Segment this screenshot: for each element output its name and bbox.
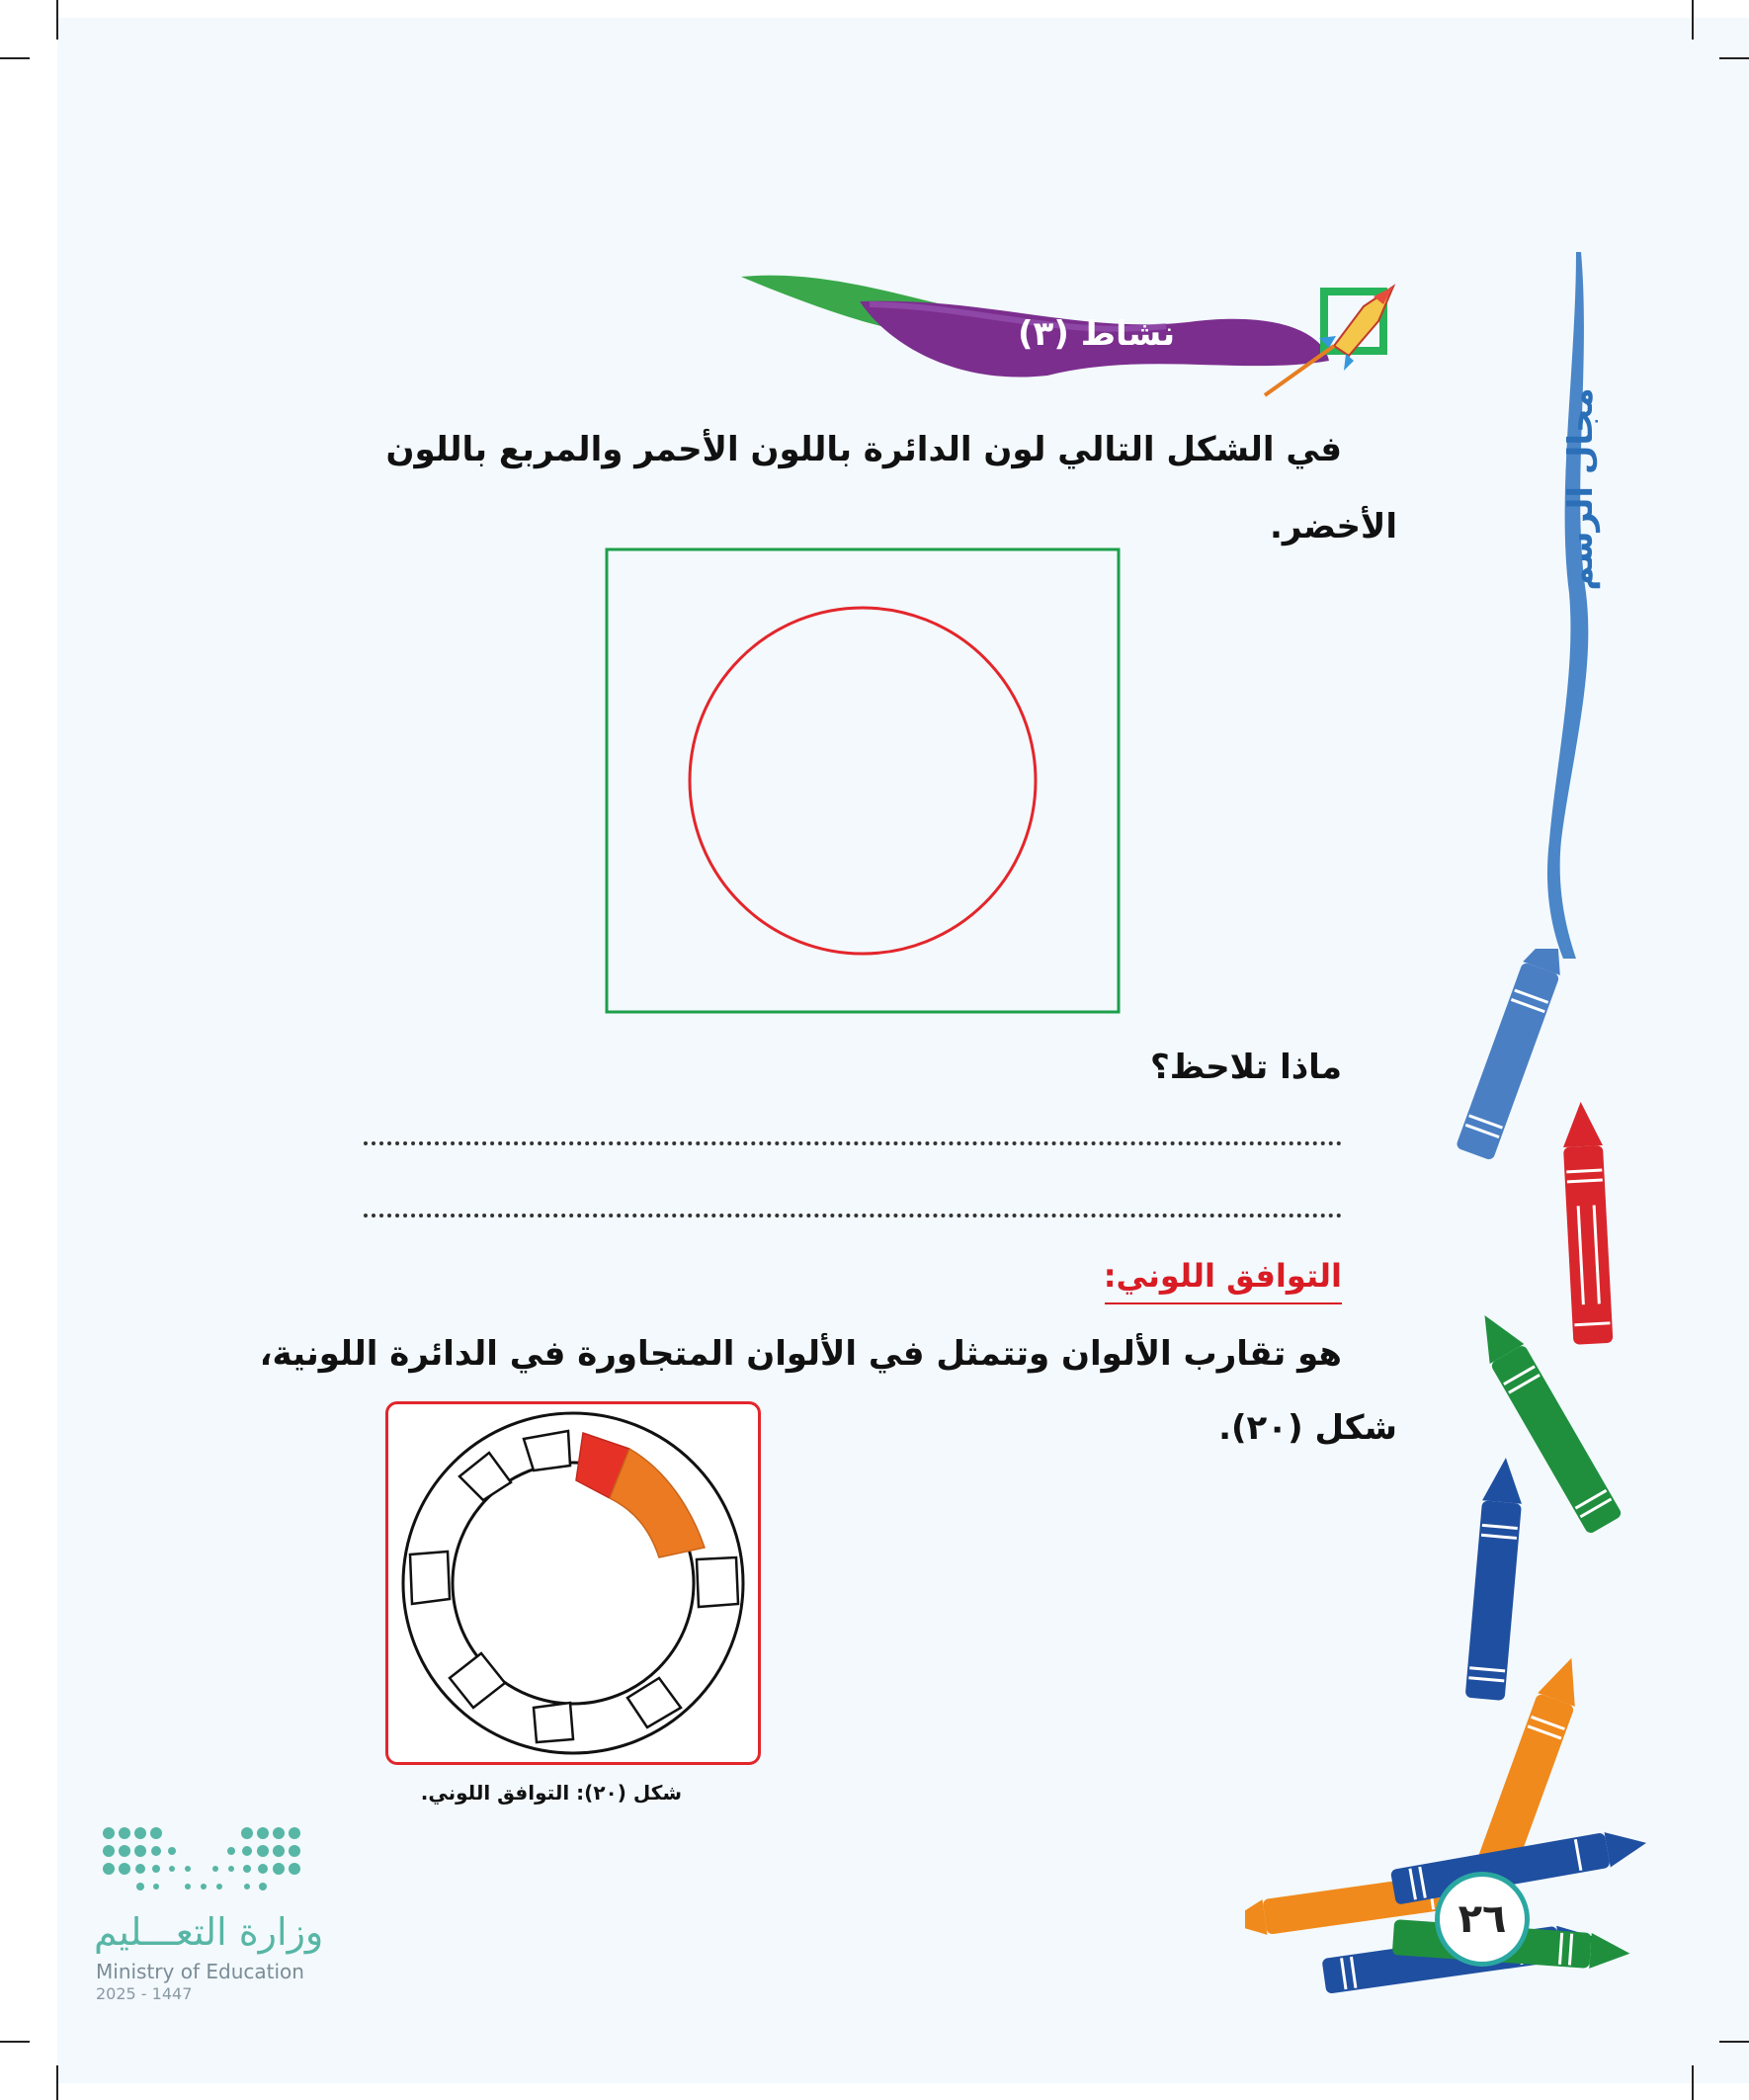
square-shape xyxy=(607,549,1119,1012)
side-brush-stroke xyxy=(1522,247,1630,968)
side-title: مجال الرسم xyxy=(1561,387,1601,591)
harmony-line-2: شكل (٢٠). xyxy=(1218,1408,1397,1448)
activity-title: نشاط (٣) xyxy=(1018,314,1176,354)
ministry-name-arabic: وزارة التعـــليم xyxy=(94,1910,324,1954)
crop-mark xyxy=(1692,0,1694,40)
ministry-name-english: Ministry of Education xyxy=(96,1960,304,1983)
wheel-segment xyxy=(697,1557,738,1607)
circle-shape xyxy=(690,608,1036,954)
color-wheel-figure xyxy=(400,1411,746,1755)
figure-caption: شكل (٢٠): التوافق اللوني. xyxy=(420,1781,682,1805)
crop-mark xyxy=(1719,2041,1749,2043)
crop-mark xyxy=(56,0,58,40)
crayon-red-icon xyxy=(1561,1101,1614,1345)
square-circle-figure xyxy=(605,547,1121,1014)
ministry-dots-logo xyxy=(99,1823,311,1902)
crop-mark xyxy=(0,2041,30,2043)
crayon-blue-icon xyxy=(1456,949,1575,1161)
wheel-segment xyxy=(410,1552,450,1604)
question-text: ماذا تلاحظ؟ xyxy=(1150,1048,1342,1087)
answer-line-2[interactable] xyxy=(364,1214,1342,1218)
crayon-navy-icon xyxy=(1465,1456,1526,1701)
harmony-heading: التوافق اللوني: xyxy=(1103,1257,1342,1295)
crop-mark xyxy=(1719,57,1749,59)
page-number: ٢٦ xyxy=(1435,1872,1530,1967)
answer-line-1[interactable] xyxy=(364,1141,1342,1145)
crayons-illustration xyxy=(1245,949,1660,2016)
crop-mark xyxy=(56,2065,58,2100)
crop-mark xyxy=(0,57,30,59)
harmony-line-1: هو تقارب الألوان وتتمثل في الألوان المتجاورة في الدائرة اللونية، xyxy=(259,1334,1342,1374)
ministry-year: 2025 - 1447 xyxy=(96,1984,193,2003)
crop-mark xyxy=(1692,2065,1694,2100)
instruction-line-1: في الشكل التالي لون الدائرة باللون الأحمر والمربع باللون xyxy=(385,430,1342,469)
wheel-segment xyxy=(534,1703,573,1742)
wheel-segment xyxy=(524,1431,570,1470)
instruction-line-2: الأخضر. xyxy=(1269,507,1397,546)
